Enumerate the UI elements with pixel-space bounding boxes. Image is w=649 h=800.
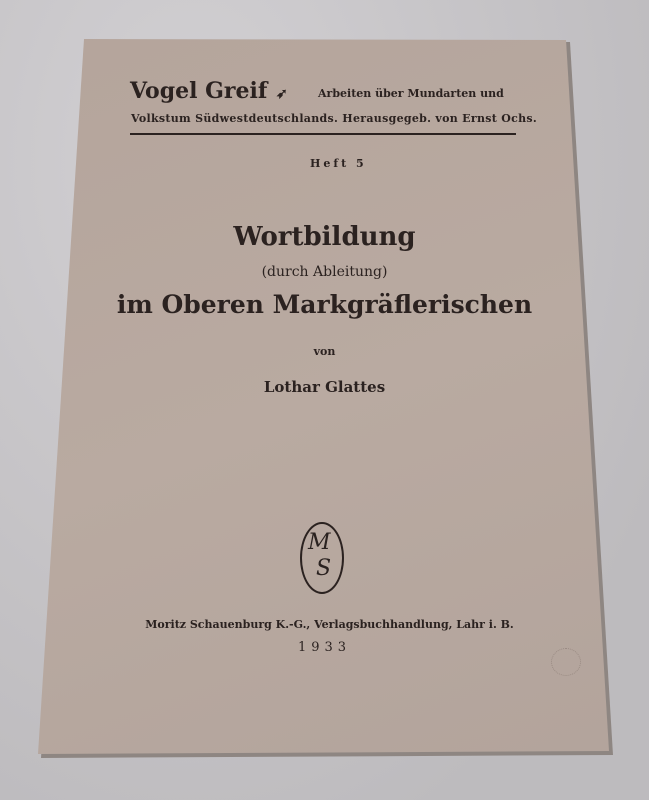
divider-rule	[130, 133, 516, 135]
series-subtitle-line1: Arbeiten über Mundarten und	[318, 87, 504, 100]
publisher-line: Moritz Schauenburg K.-G., Verlagsbuchhandlung, Lahr i. B.	[145, 618, 514, 631]
book-title-line2: im Oberen Markgräflerischen	[116, 290, 533, 319]
series-title: Vogel Greif	[130, 78, 268, 104]
issue-number: Heft 5	[310, 157, 367, 170]
publication-year: 1933	[297, 640, 352, 655]
by-label: von	[313, 345, 336, 358]
faint-stamp-mark	[551, 648, 581, 676]
title-parenthetical: (durch Ableitung)	[261, 264, 388, 280]
author-name: Lothar Glattes	[263, 378, 386, 396]
publisher-monogram-logo: M S	[300, 522, 344, 594]
book-title: Wortbildung	[233, 222, 416, 252]
series-subtitle-line2: Volkstum Südwestdeutschlands. Herausgegeb. von Ernst Ochs.	[131, 112, 538, 125]
griffin-feather-icon: ➶	[276, 86, 288, 102]
